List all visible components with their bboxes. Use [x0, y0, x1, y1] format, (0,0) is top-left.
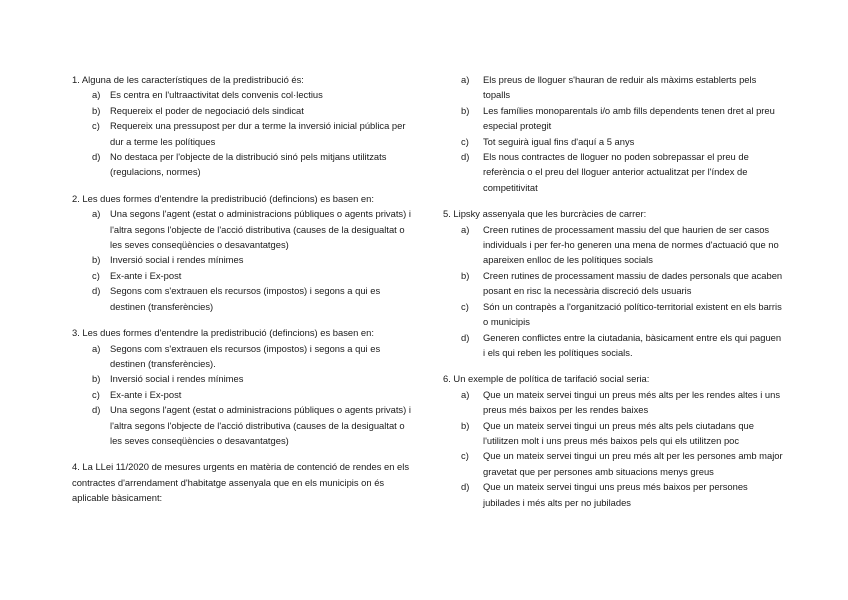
option-text: Segons com s'extrauen els recursos (impostos) i segons a qui es destinen (transferències). [110, 342, 381, 369]
option [443, 387, 783, 418]
question-3 [72, 325, 414, 448]
right-column [443, 72, 783, 521]
option-label: d) [92, 404, 101, 416]
option-label: d) [461, 331, 470, 343]
option-label: c) [92, 120, 100, 132]
option-text: Segons com s'extrauen els recursos (impostos) i segons a qui es destinen (transferències) [110, 285, 381, 312]
option-text: Inversió social i rendes mínimes [110, 373, 244, 385]
option-text: Que un mateix servei tingui uns preus més baixos per persones jubilades i més alts per no jubilades [483, 481, 748, 508]
option-label: d) [461, 481, 470, 493]
option [72, 149, 414, 180]
option-text: Una segons l'agent (estat o administracions públiques o agents privats) i l'altra segons l'objecte de l'acció distributiva (causes de la desigualtat o les seves conseqüències o desavantatges) [110, 404, 411, 446]
option-list [72, 206, 414, 314]
option-text: Els nous contractes de lloguer no poden sobrepassar el preu de referència o el preu del lloguer anterior actualitzat per l'índex de competitivitat [483, 151, 749, 193]
option-text: Que un mateix servei tingui un preus més alts pels ciutadans que l'utilitzen molt i uns preus més baixos pels qui els utilitzen poc [483, 419, 754, 446]
option-label: b) [92, 373, 101, 385]
question-title: 5. Lipsky assenyala que les burcràcies de carrer: [443, 208, 647, 220]
option-text: Requereix una pressupost per dur a terme la inversió inicial pública per dur a terme les polítiques [110, 120, 406, 147]
option [443, 330, 783, 361]
option-text: Són un contrapès a l'organització político-territorial existent en els barris o municipis [483, 300, 782, 328]
option-text: Creen rutines de processament massiu del que haurien de ser casos individuals i per fer-ho generen una mena de normes d'actuació que no apareixen enlloc de les polítiques socials [483, 223, 779, 266]
option [72, 87, 414, 102]
option [72, 402, 414, 448]
option-text: Les famílies monoparentals i/o amb fills dependents tenen dret al preu especial protegit [483, 104, 775, 132]
option [443, 448, 783, 479]
option-text: Una segons l'agent (estat o administracions públiques o agents privats) i l'altra segons l'objecte de l'acció distributiva (causes de la desigualtat o les seves conseqüències o desavantatges) [110, 208, 411, 251]
option-label: b) [92, 104, 101, 116]
question-title: 4. La LLei 11/2020 de mesures urgents en matèria de contenció de rendes en els contractes d'arrendament d'habitatge assenyala que en els municipis on és aplicable bàsicament: [72, 461, 410, 504]
option [443, 299, 783, 330]
option [72, 206, 414, 252]
option [443, 418, 783, 449]
option-list [72, 87, 414, 179]
option-text: Ex-ante i Ex-post [110, 388, 182, 400]
option [72, 103, 414, 118]
option [443, 134, 783, 149]
question-2 [72, 191, 414, 314]
option-list [443, 387, 783, 510]
option-label: b) [461, 419, 470, 431]
option [72, 252, 414, 267]
option-label: c) [461, 135, 469, 147]
option-list [72, 341, 414, 449]
option-label: c) [92, 388, 100, 400]
option-text: Els preus de lloguer s'hauran de reduir als màxims establerts pels topalls [483, 74, 757, 101]
option-label: d) [92, 285, 101, 297]
option [443, 222, 783, 268]
question-1 [72, 72, 414, 180]
option-text: Que un mateix servei tingui un preus més alts per les rendes altes i uns preus més baixos per les rendes baixes [483, 388, 781, 416]
option-label: a) [92, 342, 101, 354]
option-label: a) [461, 223, 470, 235]
option-label: b) [461, 104, 470, 116]
question-4 [72, 459, 414, 505]
option-text: Que un mateix servei tingui un preu més alt per les persones amb major gravetat que per persones amb situacions menys greus [483, 450, 783, 477]
option-list [443, 222, 783, 361]
option [72, 283, 414, 314]
question-6 [443, 371, 783, 510]
option-text: Requereix el poder de negociació dels sindicat [110, 104, 304, 116]
option [72, 371, 414, 386]
option-text: No destaca per l'objecte de la distribució sinó pels mitjans utilitzats (regulacions, normes) [110, 151, 387, 178]
question-title: 2. Les dues formes d'entendre la predistribució (defincions) es basen en: [72, 192, 374, 204]
left-column [72, 72, 414, 517]
option [72, 268, 414, 283]
option-text: Inversió social i rendes mínimes [110, 254, 244, 266]
option-label: b) [461, 269, 470, 281]
option-label: d) [92, 151, 101, 163]
question-4-options [443, 72, 783, 195]
option [72, 387, 414, 402]
option [443, 103, 783, 134]
option [443, 479, 783, 510]
option [72, 341, 414, 372]
option [443, 149, 783, 195]
option-text: Ex-ante i Ex-post [110, 269, 182, 281]
option [443, 72, 783, 103]
option-label: a) [92, 89, 101, 101]
question-title: 1. Alguna de les característiques de la predistribució és: [72, 74, 304, 85]
option-text: Tot seguirà igual fins d'aquí a 5 anys [483, 135, 635, 147]
option-label: a) [461, 388, 470, 400]
option-label: c) [461, 300, 469, 312]
option-list [443, 72, 783, 195]
option-text: Generen conflictes entre la ciutadania, bàsicament entre els qui paguen i els qui reben les polítiques socials. [483, 331, 782, 358]
option-label: a) [92, 208, 101, 220]
question-5 [443, 206, 783, 360]
option-label: c) [461, 450, 469, 462]
option-label: c) [92, 269, 100, 281]
option-label: b) [92, 254, 101, 266]
option-label: d) [461, 151, 470, 163]
option-text: Es centra en l'ultraactivitat dels convenis col·lectius [110, 89, 323, 101]
question-title: 6. Un exemple de política de tarifació social seria: [443, 373, 650, 385]
option-label: a) [461, 74, 470, 85]
option [72, 118, 414, 149]
option [443, 268, 783, 299]
option-text: Creen rutines de processament massiu de dades personals que acaben posant en risc la necessària discreció dels usuaris [483, 269, 783, 297]
question-title: 3. Les dues formes d'entendre la predistribució (defincions) es basen en: [72, 327, 374, 339]
